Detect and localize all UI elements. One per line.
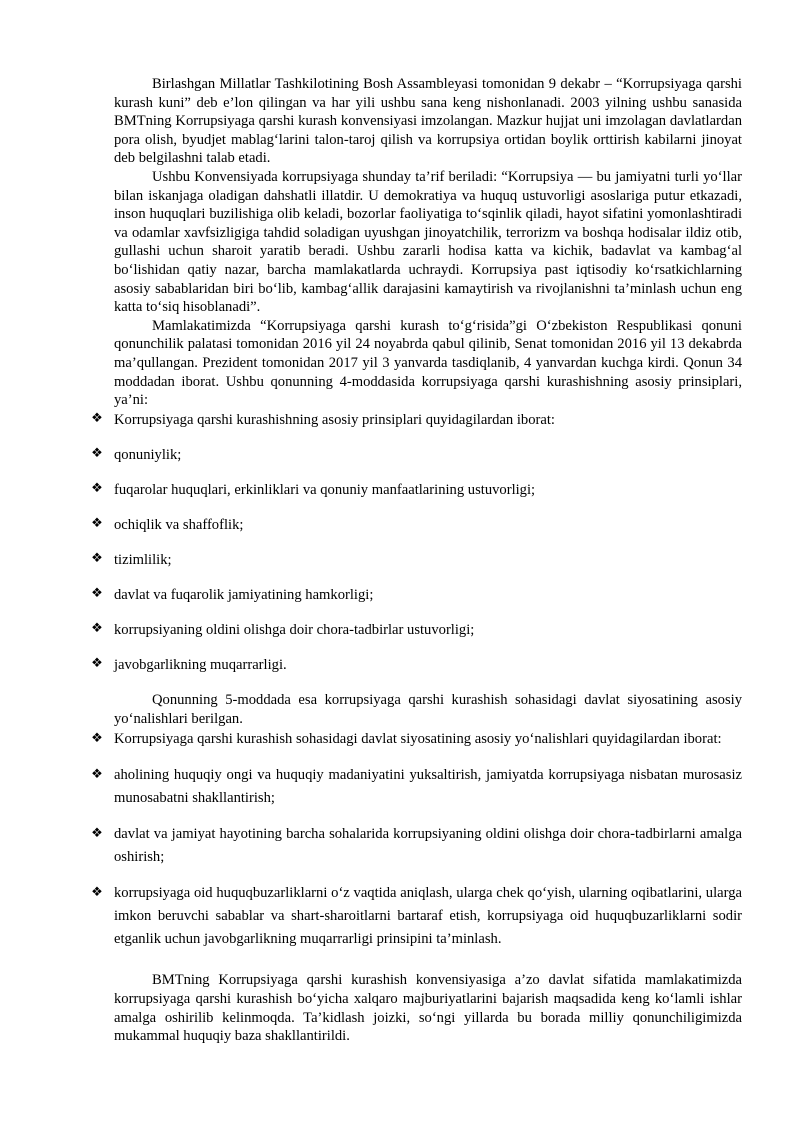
list-item <box>91 882 742 951</box>
diamond-bullet-icon: ❖ <box>91 516 103 532</box>
intro-paragraph-un-day: Birlashgan Millatlar Tashkilotining Bosh Assambleyasi tomonidan 9 dekabr – “Korrupsiyaga qarshi kurash kuni” deb e’lon qilingan va har yili ushbu sana keng nishonlanadi. 2003 yilning ushbu sanasida BMTning Korrupsiyaga qarshi kurash konvensiyasi imzolangan. Mazkur hujjat uni imzolagan davlatlardan pora olish, byudjet mablag‘larini talon-taroj qilish va korrupsiya ortidan boylik orttirish kabilarni jinoyat deb belgilashni talab etadi. <box>114 76 742 167</box>
diamond-bullet-icon: ❖ <box>91 446 103 462</box>
list-item-text: fuqarolar huquqlari, erkinliklari va qonuniy manfaatlarining ustuvorligi; <box>114 481 536 498</box>
list-item-text: davlat va jamiyat hayotining barcha sohalarida korrupsiyaning oldini olishga doir chora-tadbirlarni amalga oshirish; <box>114 826 742 866</box>
diamond-bullet-icon: ❖ <box>91 656 103 672</box>
principles-list <box>91 410 742 676</box>
article5-paragraph: Qonunning 5-moddada esa korrupsiyaga qarshi kurashish sohasidagi davlat siyosatining asosiy yo‘nalishlari berilgan. <box>114 692 742 727</box>
diamond-bullet-icon: ❖ <box>91 825 103 841</box>
diamond-bullet-icon: ❖ <box>91 586 103 602</box>
list-item-text: korrupsiyaning oldini olishga doir chora-tadbirlar ustuvorligi; <box>114 621 475 638</box>
diamond-bullet-icon: ❖ <box>91 481 103 497</box>
list-item <box>91 655 742 676</box>
list-item-text: javobgarlikning muqarrarligi. <box>114 656 287 673</box>
directions-list <box>91 728 742 951</box>
closing-paragraph: BMTning Korrupsiyaga qarshi kurashish konvensiyasiga a’zo davlat sifatida mamlakatimizda korrupsiyaga qarshi kurashish bo‘yicha xalqaro majburiyatlarini bajarish maqsadida keng ko‘lamli ishlar amalga oshirilib kelinmoqda. Ta’kidlash joizki, so‘ngi yillarda bu borada milliy qonunchiligimizda mukammal huquqiy baza shakllantirildi. <box>114 972 742 1045</box>
list-item-text: davlat va fuqarolik jamiyatining hamkorligi; <box>114 586 374 603</box>
list-item <box>91 410 742 431</box>
list-item <box>91 480 742 501</box>
list-item-text: Korrupsiyaga qarshi kurashish sohasidagi davlat siyosatining asosiy yo‘nalishlari quyidagilardan iborat: <box>114 731 722 748</box>
diamond-bullet-icon: ❖ <box>91 730 103 746</box>
list-item <box>91 620 742 641</box>
diamond-bullet-icon: ❖ <box>91 411 103 427</box>
list-item-text: Korrupsiyaga qarshi kurashishning asosiy prinsiplari quyidagilardan iborat: <box>114 411 555 428</box>
list-item-text: korrupsiyaga oid huquqbuzarliklarni o‘z vaqtida aniqlash, ularga chek qo‘yish, ularning oqibatlarini, ularga imkon beruvchi sabablar va shart-sharoitlarni bartaraf etish, korrupsiyaga oid huquqbuzarliklarni sodir etganlik uchun javobgarlikning muqarrarligi prinsipini ta’minlash. <box>114 885 742 948</box>
list-item <box>91 728 742 751</box>
list-item <box>91 823 742 869</box>
list-item <box>91 445 742 466</box>
diamond-bullet-icon: ❖ <box>91 551 103 567</box>
list-item <box>91 764 742 810</box>
document-page <box>91 75 742 1046</box>
diamond-bullet-icon: ❖ <box>91 884 103 900</box>
list-item-text: tizimlilik; <box>114 551 172 568</box>
list-item-text: aholining huquqiy ongi va huquqiy madaniyatini yuksaltirish, jamiyatda korrupsiyaga nisbatan murosasiz munosabatni shakllantirish; <box>114 767 742 807</box>
intro-paragraph-national-law: Mamlakatimizda “Korrupsiyaga qarshi kurash to‘g‘risida”gi O‘zbekiston Respublikasi qonuni qonunchilik palatasi tomonidan 2016 yil 24 noyabrda qabul qilinib, Senat tomonidan 2016 yil 13 dekabrda ma’qullangan. Prezident tomonidan 2017 yil 3 yanvarda tasdiqlanib, 4 yanvardan kuchga kirdi. Qonun 34 moddadan iborat. Ushbu qonunning 4-moddasida korrupsiyaga qarshi kurashishning asosiy prinsiplari, ya’ni: <box>114 317 742 409</box>
intro-paragraph-convention-definition: Ushbu Konvensiyada korrupsiyaga shunday ta’rif beriladi: “Korrupsiya — bu jamiyatni turli yo‘llar bilan iskanjaga oladigan dahshatli illatdir. U demokratiya va huquq ustuvorligi asoslariga putur etkazadi, inson huquqlari buzilishiga olib keladi, bozorlar faoliyatiga to‘sqinlik qiladi, hayot sifatini yomonlashtiradi va odamlar xavfsizligiga tahdid soladigan uyushgan jinoyatchilik, terrorizm va boshqa hodisalar ildiz otib, gullashi uchun sharoit yaratib beradi. Ushbu zararli hodisa katta va kichik, badavlat va kambag‘al bo‘lishidan qatiy nazar, barcha mamlakatlarda uchraydi. Korrupsiya past iqtisodiy ko‘rsatkichlarning asosiy sabablaridan biri bo‘lib, kambag‘allik darajasini kamaytirish va rivojlanishni ta’minlash uchun eng katta to‘siq hisoblanadi”. <box>114 168 742 316</box>
list-item-text: qonuniylik; <box>114 446 182 463</box>
list-item-text: ochiqlik va shaffoflik; <box>114 516 244 533</box>
list-item <box>91 550 742 571</box>
diamond-bullet-icon: ❖ <box>91 621 103 637</box>
list-item <box>91 515 742 536</box>
diamond-bullet-icon: ❖ <box>91 766 103 782</box>
list-item <box>91 585 742 606</box>
